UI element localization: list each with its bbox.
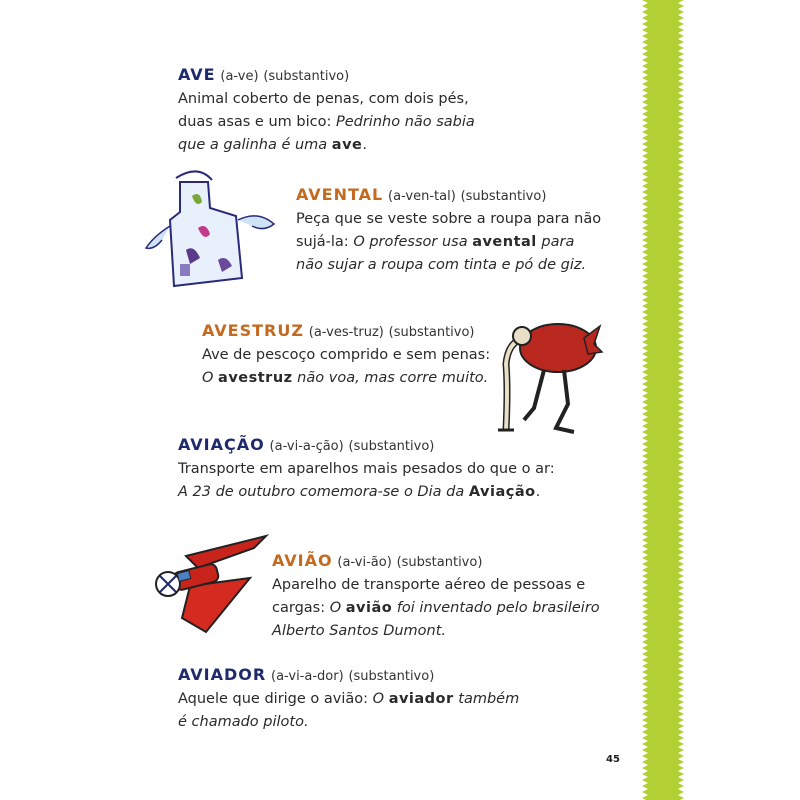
- definition: [178, 458, 555, 504]
- definition-text: Aparelho de transporte aéreo de pessoas e: [272, 577, 586, 593]
- definition-line: [202, 367, 490, 390]
- headword: AVIÃO: [272, 551, 333, 570]
- entry-head: [178, 664, 519, 688]
- definition-line: [178, 111, 475, 134]
- definition-line: [178, 88, 475, 111]
- definition-text: Animal coberto de penas, com dois pés,: [178, 91, 469, 107]
- headword: AVE: [178, 65, 216, 84]
- definition-line: [178, 458, 555, 481]
- entry-head: [202, 320, 490, 344]
- headword-in-example: aviador: [388, 691, 454, 707]
- airplane-illustration: [146, 528, 272, 640]
- headword-in-example: ave: [331, 137, 363, 153]
- apron-illustration: [140, 168, 280, 298]
- part-of-speech: (substantivo): [388, 325, 475, 340]
- example-text: também: [453, 691, 520, 707]
- definition-line: [272, 597, 600, 620]
- example-text: não voa, mas corre muito.: [292, 370, 489, 386]
- definition-text: Ave de pescoço comprido e sem penas:: [202, 347, 491, 363]
- example-text: O: [202, 370, 219, 386]
- definition-line: [296, 254, 601, 277]
- entry-ave: [178, 64, 475, 157]
- definition-line: [272, 574, 600, 597]
- example-text: para: [536, 234, 575, 250]
- definition-text: Aquele que dirige o avião:: [178, 691, 373, 707]
- definition-text: duas asas e um bico:: [178, 114, 336, 130]
- headword-in-example: avião: [345, 600, 393, 616]
- entry-head: [178, 64, 475, 88]
- definition: [178, 688, 519, 734]
- syllables: (a-vi-ão): [337, 555, 392, 570]
- definition: [296, 208, 601, 277]
- entry-aviao: [272, 550, 600, 643]
- part-of-speech: (substantivo): [396, 555, 483, 570]
- entry-avental: [296, 184, 601, 277]
- definition-text: sujá-la:: [296, 234, 354, 250]
- part-of-speech: (substantivo): [460, 189, 547, 204]
- definition-line: [178, 711, 519, 734]
- definition: [272, 574, 600, 643]
- definition-line: [296, 231, 601, 254]
- syllables: (a-vi-a-dor): [271, 669, 344, 684]
- syllables: (a-ve): [220, 69, 259, 84]
- page-edge-strip: [642, 0, 684, 800]
- example-text: que a galinha é uma: [178, 137, 332, 153]
- definition-line: [202, 344, 490, 367]
- syllables: (a-ven-tal): [388, 189, 456, 204]
- headword: AVIADOR: [178, 665, 267, 684]
- definition-line: [178, 481, 555, 504]
- example-text: A 23 de outubro comemora-se o Dia da: [178, 484, 469, 500]
- syllables: (a-vi-a-ção): [269, 439, 344, 454]
- ostrich-illustration: [484, 308, 604, 440]
- example-text: é chamado piloto.: [178, 714, 309, 730]
- definition: [202, 344, 490, 390]
- example-text: O professor usa: [353, 234, 473, 250]
- example-text: Pedrinho não sabia: [335, 114, 475, 130]
- part-of-speech: (substantivo): [348, 439, 435, 454]
- entry-aviacao: [178, 434, 555, 504]
- definition-line: [178, 688, 519, 711]
- example-text: O: [372, 691, 389, 707]
- example-text: foi inventado pelo brasileiro: [392, 600, 600, 616]
- example-text: O: [329, 600, 346, 616]
- definition-text: Transporte em aparelhos mais pesados do que o ar:: [178, 461, 555, 477]
- definition-line: [178, 134, 475, 157]
- definition-text: .: [535, 484, 541, 500]
- entry-head: [272, 550, 600, 574]
- definition-line: [272, 620, 600, 643]
- definition-text: .: [362, 137, 367, 153]
- syllables: (a-ves-truz): [308, 325, 384, 340]
- entry-avestruz: [202, 320, 490, 390]
- headword: AVIAÇÃO: [178, 435, 265, 454]
- headword: AVENTAL: [296, 185, 384, 204]
- zigzag-edge: [642, 0, 684, 800]
- part-of-speech: (substantivo): [348, 669, 435, 684]
- definition-line: [296, 208, 601, 231]
- part-of-speech: (substantivo): [263, 69, 350, 84]
- definition-text: Peça que se veste sobre a roupa para não: [296, 211, 602, 227]
- example-text: não sujar a roupa com tinta e pó de giz.: [296, 257, 587, 273]
- headword-in-example: avental: [472, 234, 537, 250]
- entry-head: [296, 184, 601, 208]
- headword-in-example: Aviação: [468, 484, 536, 500]
- entry-aviador: [178, 664, 519, 734]
- definition: [178, 88, 475, 157]
- page-number: 45: [606, 754, 620, 765]
- definition-text: cargas:: [272, 600, 330, 616]
- headword-in-example: avestruz: [218, 370, 293, 386]
- headword: AVESTRUZ: [202, 321, 304, 340]
- example-text: Alberto Santos Dumont.: [272, 623, 447, 639]
